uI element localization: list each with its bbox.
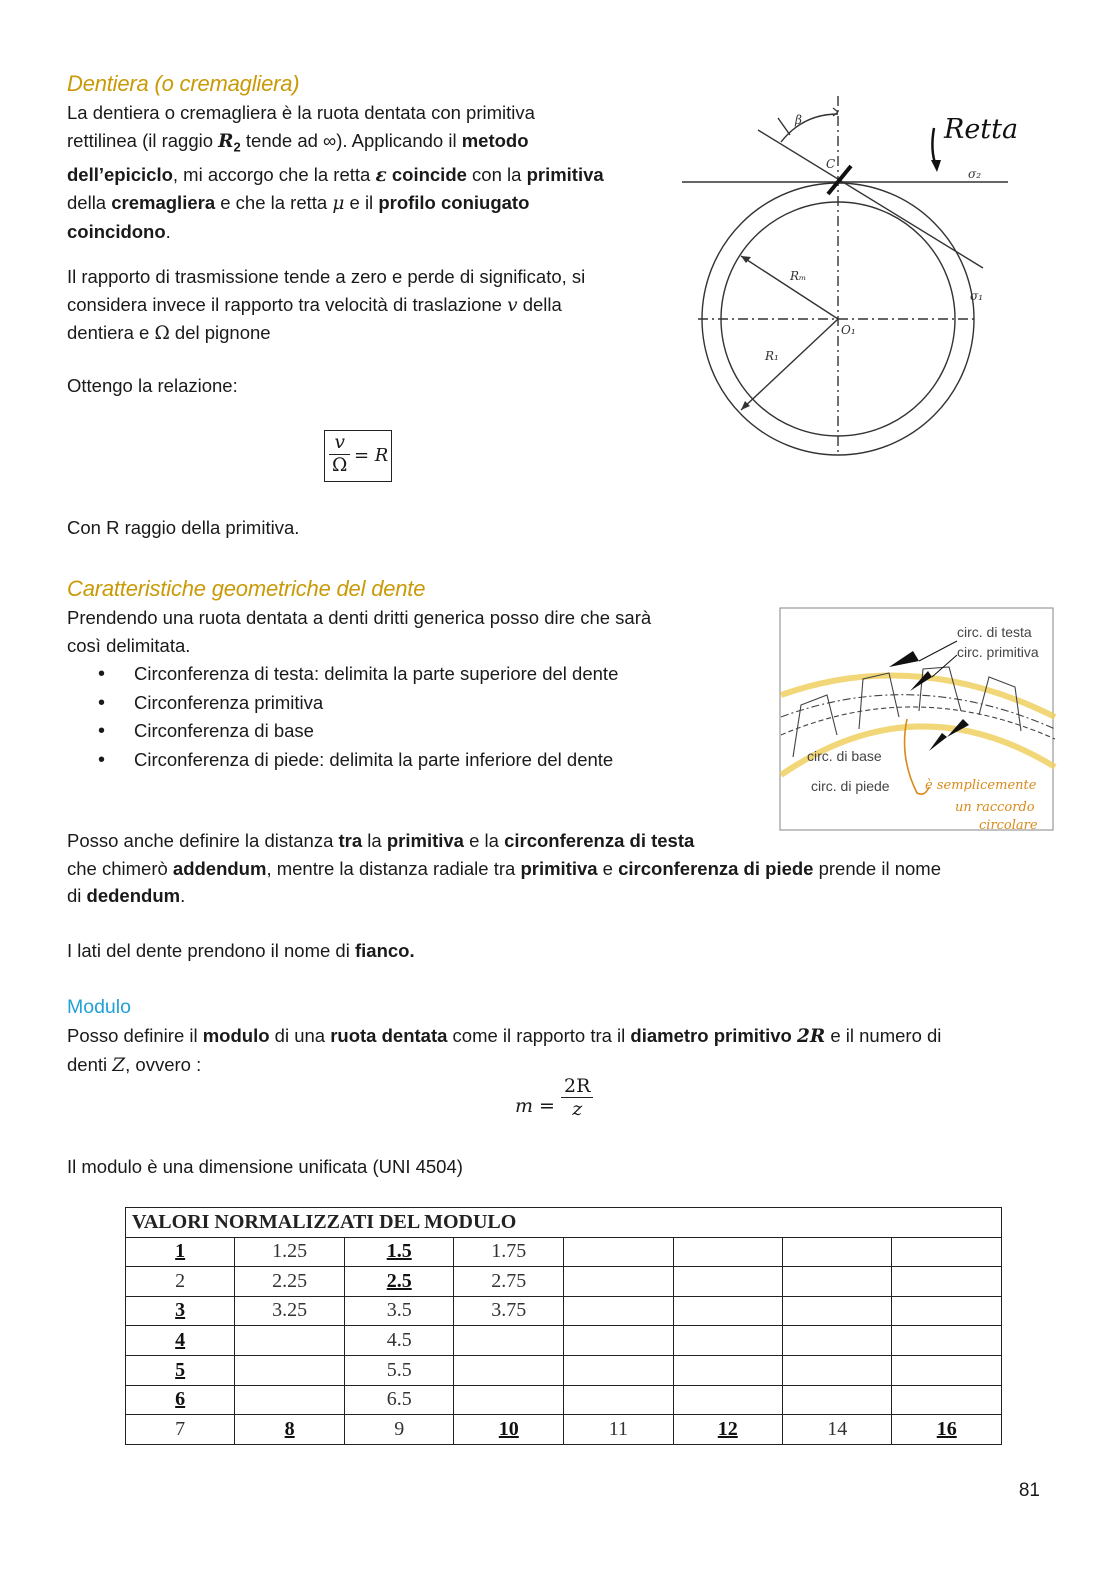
paragraph-uni: Il modulo è una dimensione unificata (UNI 4504) (67, 1156, 463, 1177)
list-item: • Circonferenza di piede: delimita la parte inferiore del dente (98, 746, 618, 775)
section-heading-caratteristiche: Caratteristiche geometriche del dente (67, 576, 426, 601)
radius-r1 (741, 319, 838, 410)
handwritten-note-line1: è semplicemente (925, 778, 1037, 793)
table-row: 7 8 9 10 11 12 14 16 (126, 1415, 1002, 1445)
table-row: 5 5.5 (126, 1355, 1002, 1385)
label-circ-testa: circ. di testa (957, 624, 1032, 640)
paragraph-modulo-definition: Posso definire il modulo di una ruota dentata come il rapporto tra il diametro primitivo 2R e il numero di denti Z, ovvero : (67, 1025, 942, 1076)
label-sigma2: σ₂ (968, 167, 982, 181)
tangent-line (758, 130, 983, 268)
table-row: 1 1.25 1.5 1.75 (126, 1237, 1002, 1267)
table-row: 3 3.25 3.5 3.75 (126, 1296, 1002, 1326)
paragraph-addendum-dedendum: Posso anche definire la distanza tra la primitiva e la circonferenza di testa che chimerò addendum, mentre la distanza radiale tra primitiva e circonferenza di piede prende il nome di dedendum. (67, 830, 941, 906)
paragraph-con-r: Con R raggio della primitiva. (67, 517, 300, 538)
label-beta: β (795, 113, 802, 127)
table-row: 6 6.5 (126, 1385, 1002, 1415)
table-valori-modulo (125, 1207, 1002, 1445)
section-heading-dentiera: Dentiera (o cremagliera) (67, 71, 300, 96)
section-heading-modulo: Modulo (67, 996, 131, 1018)
table-row: 4 4.5 (126, 1326, 1002, 1356)
label-circ-primitiva: circ. primitiva (957, 644, 1039, 660)
list-item: • Circonferenza primitiva (98, 689, 618, 718)
formula-box-v-omega: $\frac{v}{\Omega}$ = R (324, 430, 392, 482)
label-c: C (826, 157, 836, 171)
label-circ-base: circ. di base (807, 748, 882, 764)
label-r1: R₁ (765, 349, 779, 363)
list-item: • Circonferenza di base (98, 717, 618, 746)
paragraph-fianco: I lati del dente prendono il nome di fianco. (67, 940, 415, 961)
list-item: • Circonferenza di testa: delimita la parte superiore del dente (98, 660, 618, 689)
paragraph-ottengo: Ottengo la relazione: (67, 375, 238, 396)
handwritten-retta: Retta (944, 114, 1019, 145)
list-circonferenze (98, 660, 618, 774)
table-title: VALORI NORMALIZZATI DEL MODULO (126, 1208, 1002, 1238)
handwritten-note-line3: circolare (979, 818, 1038, 833)
beta-arc (781, 114, 838, 142)
paragraph-rapporto-trasmissione: Il rapporto di trasmissione tende a zero e perde di significato, si considera invece il rapporto tra velocità di traslazione v della dentiera e Ω del pignone (67, 266, 586, 344)
paragraph-caratteristiche-intro: Prendendo una ruota dentata a denti dritti generica posso dire che sarà così delimitata. (67, 607, 652, 656)
label-sigma1: σ₁ (970, 289, 984, 303)
label-circ-piede: circ. di piede (811, 778, 890, 794)
figure-gear-teeth (779, 607, 1059, 835)
handwritten-note-line2: un raccordo (955, 800, 1035, 815)
label-o1: O₁ (841, 323, 856, 337)
page-number: 81 (1018, 1480, 1040, 1501)
figure-rack-pinion (678, 90, 1048, 460)
table-row: 2 2.25 2.5 2.75 (126, 1267, 1002, 1297)
radius-rm (741, 256, 838, 319)
paragraph-dentiera-definition: La dentiera o cremagliera è la ruota dentata con primitiva rettilinea (il raggio $R_2$ tende ad ∞). Applicando il metodo dell’epiciclo, mi accorgo che la retta ε coincide con la primitiva della cremagliera e che la retta μ e il profilo coniugato coincidono. (67, 102, 604, 242)
label-rm: Rₘ (790, 269, 807, 283)
